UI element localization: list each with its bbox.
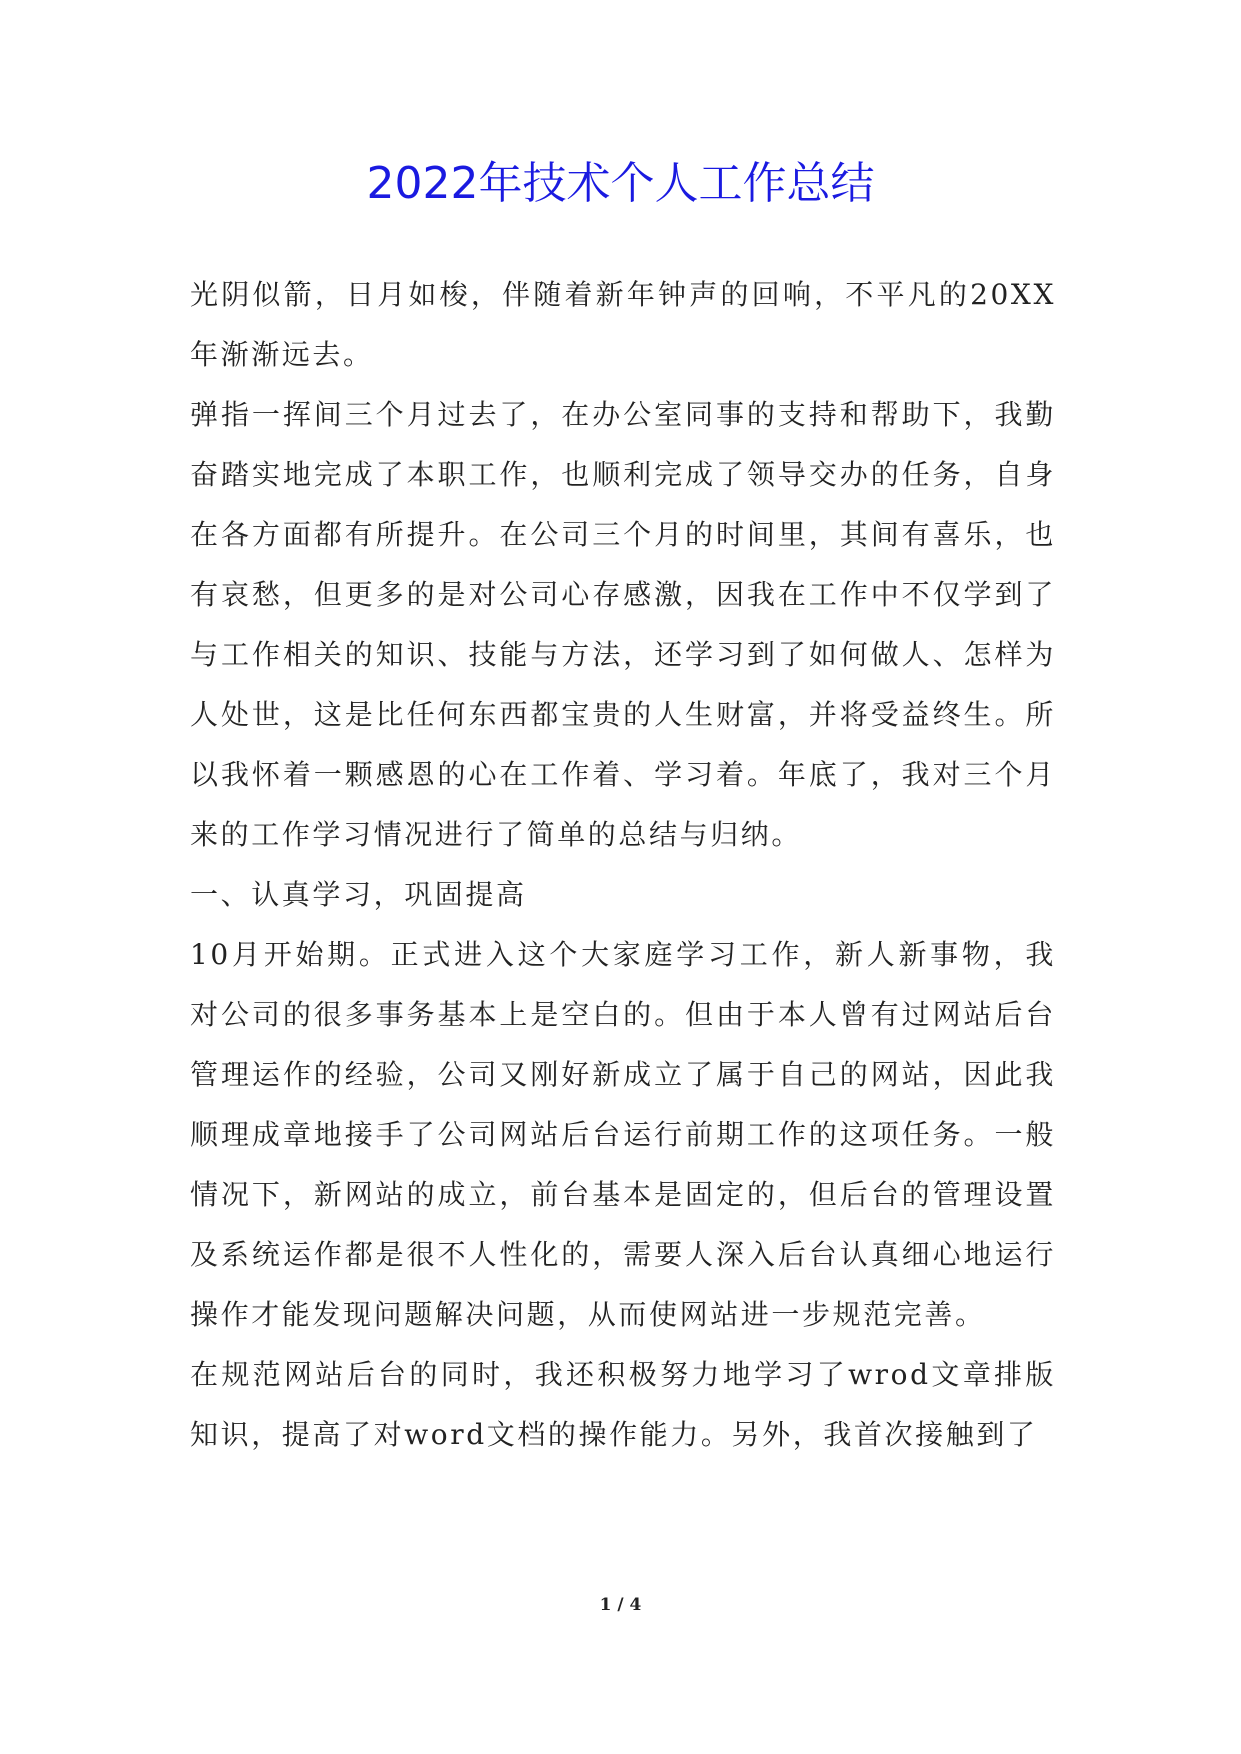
paragraph-word-skills: 在规范网站后台的同时，我还积极努力地学习了wrod文章排版知识，提高了对word文档的操作能力。另外，我首次接触到了	[190, 1358, 1056, 1451]
document-body	[190, 265, 1056, 1465]
paragraph-review: 弹指一挥间三个月过去了，在办公室同事的支持和帮助下，我勤奋踏实地完成了本职工作，也顺利完成了领导交办的任务，自身在各方面都有所提升。在公司三个月的时间里，其间有喜乐，也有哀愁，但更多的是对公司心存感激，因我在工作中不仅学到了与工作相关的知识、技能与方法，还学习到了如何做人、怎样为人处世，这是比任何东西都宝贵的人生财富，并将受益终生。所以我怀着一颗感恩的心在工作着、学习着。年底了，我对三个月来的工作学习情况进行了简单的总结与归纳。	[190, 398, 1056, 851]
document-title: 2022年技术个人工作总结	[366, 158, 875, 209]
section-heading: 一、认真学习，巩固提高	[190, 878, 527, 911]
paragraph-october: 10月开始期。正式进入这个大家庭学习工作，新人新事物，我对公司的很多事务基本上是空白的。但由于本人曾有过网站后台管理运作的经验，公司又刚好新成立了属于自己的网站，因此我顺理成章地接手了公司网站后台运行前期工作的这项任务。一般情况下，新网站的成立，前台基本是固定的，但后台的管理设置及系统运作都是很不人性化的，需要人深入后台认真细心地运行操作才能发现问题解决问题，从而使网站进一步规范完善。	[190, 938, 1056, 1331]
page-number: 1 / 4	[599, 1595, 642, 1615]
paragraph-intro: 光阴似箭，日月如梭，伴随着新年钟声的回响，不平凡的20XX年渐渐远去。	[190, 278, 1056, 371]
